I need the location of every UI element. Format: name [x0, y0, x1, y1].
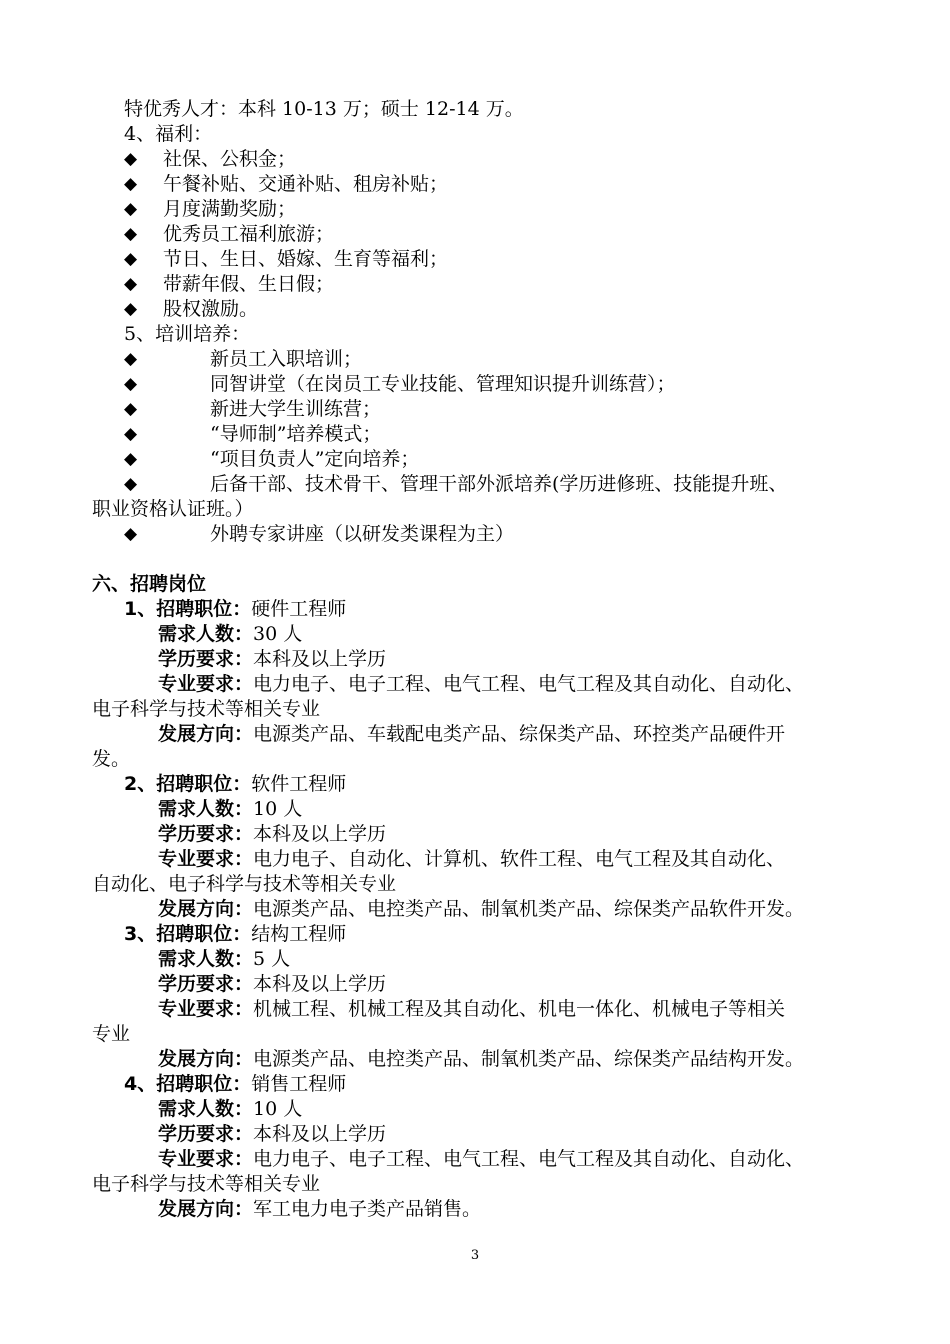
- edu-row: [158, 647, 386, 672]
- position-number: 4、: [124, 1073, 157, 1095]
- major-row: [158, 1147, 804, 1172]
- training-item: “导师制”培养模式；: [210, 423, 382, 445]
- count-label: 需求人数：: [158, 1098, 254, 1120]
- training-heading: 5、培训培养：: [124, 323, 251, 345]
- position-label: 招聘职位：: [156, 773, 252, 795]
- edu-row: [158, 1122, 386, 1147]
- major-label: 专业要求：: [158, 673, 254, 695]
- edu-label: 学历要求：: [158, 823, 254, 845]
- major-continuation: 电子科学与技术等相关专业: [92, 698, 321, 720]
- edu-value: 本科及以上学历: [253, 1123, 387, 1145]
- welfare-item: 优秀员工福利旅游；: [163, 223, 335, 245]
- welfare-item: 月度满勤奖励；: [163, 198, 297, 220]
- diamond-bullet-icon: ◆: [124, 149, 138, 169]
- direction-row: [158, 722, 785, 747]
- edu-value: 本科及以上学历: [253, 648, 387, 670]
- count-row: [158, 947, 290, 972]
- position-number: 3、: [124, 923, 157, 945]
- edu-label: 学历要求：: [158, 1123, 254, 1145]
- diamond-bullet-icon: ◆: [124, 424, 138, 444]
- diamond-bullet-icon: ◆: [124, 524, 138, 544]
- count-value: 30 人: [253, 623, 303, 645]
- training-item: 新员工入职培训；: [210, 348, 363, 370]
- major-label: 专业要求：: [158, 848, 254, 870]
- position-title: 结构工程师: [251, 923, 347, 945]
- direction-label: 发展方向：: [158, 1198, 254, 1220]
- training-item: 新进大学生训练营；: [210, 398, 382, 420]
- welfare-item: 带薪年假、生日假；: [163, 273, 335, 295]
- section-title: 六、招聘岗位: [92, 573, 207, 595]
- direction-label: 发展方向：: [158, 723, 254, 745]
- position-title: 软件工程师: [251, 773, 347, 795]
- position-row: [124, 772, 346, 797]
- edu-label: 学历要求：: [158, 973, 254, 995]
- direction-value: 电源类产品、电控类产品、制氧机类产品、综保类产品软件开发。: [253, 898, 805, 920]
- training-item: “项目负责人”定向培养；: [210, 448, 420, 470]
- diamond-bullet-icon: ◆: [124, 349, 138, 369]
- direction-value: 电源类产品、电控类产品、制氧机类产品、综保类产品结构开发。: [253, 1048, 805, 1070]
- edu-label: 学历要求：: [158, 648, 254, 670]
- diamond-bullet-icon: ◆: [124, 399, 138, 419]
- position-row: [124, 922, 346, 947]
- position-number: 1、: [124, 598, 157, 620]
- position-row: [124, 1072, 346, 1097]
- major-continuation: 自动化、电子科学与技术等相关专业: [92, 873, 397, 895]
- count-row: [158, 797, 302, 822]
- direction-row: [158, 1197, 481, 1222]
- welfare-item: 午餐补贴、交通补贴、租房补贴；: [163, 173, 449, 195]
- count-label: 需求人数：: [158, 623, 254, 645]
- count-value: 10 人: [253, 798, 303, 820]
- diamond-bullet-icon: ◆: [124, 224, 138, 244]
- diamond-bullet-icon: ◆: [124, 299, 138, 319]
- count-label: 需求人数：: [158, 948, 254, 970]
- major-value: 机械工程、机械工程及其自动化、机电一体化、机械电子等相关: [253, 998, 786, 1020]
- welfare-item: 社保、公积金；: [163, 148, 297, 170]
- position-label: 招聘职位：: [156, 1073, 252, 1095]
- diamond-bullet-icon: ◆: [124, 374, 138, 394]
- major-row: [158, 847, 785, 872]
- welfare-item: 股权激励。: [163, 298, 259, 320]
- training-item: 外聘专家讲座（以研发类课程为主）: [210, 523, 515, 545]
- diamond-bullet-icon: ◆: [124, 199, 138, 219]
- edu-value: 本科及以上学历: [253, 973, 387, 995]
- direction-value: 电源类产品、车载配电类产品、综保类产品、环控类产品硬件开: [253, 723, 786, 745]
- diamond-bullet-icon: ◆: [124, 174, 138, 194]
- training-item: 同智讲堂（在岗员工专业技能、管理知识提升训练营）；: [210, 373, 676, 395]
- salary-line: 特优秀人才：本科 10-13 万；硕士 12-14 万。: [124, 98, 524, 120]
- direction-row: [158, 1047, 804, 1072]
- welfare-item: 节日、生日、婚嫁、生育等福利；: [163, 248, 449, 270]
- major-continuation: 电子科学与技术等相关专业: [92, 1173, 321, 1195]
- position-title: 硬件工程师: [251, 598, 347, 620]
- position-row: [124, 597, 346, 622]
- direction-label: 发展方向：: [158, 1048, 254, 1070]
- position-label: 招聘职位：: [156, 923, 252, 945]
- diamond-bullet-icon: ◆: [124, 249, 138, 269]
- position-title: 销售工程师: [251, 1073, 347, 1095]
- major-value: 电力电子、电子工程、电气工程、电气工程及其自动化、自动化、: [253, 1148, 805, 1170]
- count-value: 10 人: [253, 1098, 303, 1120]
- diamond-bullet-icon: ◆: [124, 449, 138, 469]
- edu-row: [158, 822, 386, 847]
- direction-continuation: 发。: [92, 748, 131, 770]
- page-number: 3: [470, 1248, 480, 1263]
- direction-label: 发展方向：: [158, 898, 254, 920]
- direction-row: [158, 897, 804, 922]
- major-continuation: 专业: [92, 1023, 131, 1045]
- major-row: [158, 672, 804, 697]
- count-row: [158, 1097, 302, 1122]
- edu-row: [158, 972, 386, 997]
- welfare-heading: 4、福利：: [124, 123, 213, 145]
- position-number: 2、: [124, 773, 157, 795]
- major-value: 电力电子、自动化、计算机、软件工程、电气工程及其自动化、: [253, 848, 786, 870]
- count-value: 5 人: [253, 948, 291, 970]
- diamond-bullet-icon: ◆: [124, 474, 138, 494]
- major-value: 电力电子、电子工程、电气工程、电气工程及其自动化、自动化、: [253, 673, 805, 695]
- diamond-bullet-icon: ◆: [124, 274, 138, 294]
- edu-value: 本科及以上学历: [253, 823, 387, 845]
- training-item: 后备干部、技术骨干、管理干部外派培养(学历进修班、技能提升班、: [210, 473, 788, 495]
- direction-value: 军工电力电子类产品销售。: [253, 1198, 482, 1220]
- position-label: 招聘职位：: [156, 598, 252, 620]
- count-row: [158, 622, 302, 647]
- count-label: 需求人数：: [158, 798, 254, 820]
- major-label: 专业要求：: [158, 998, 254, 1020]
- training-item-continuation: 职业资格认证班。）: [92, 498, 254, 520]
- major-row: [158, 997, 785, 1022]
- major-label: 专业要求：: [158, 1148, 254, 1170]
